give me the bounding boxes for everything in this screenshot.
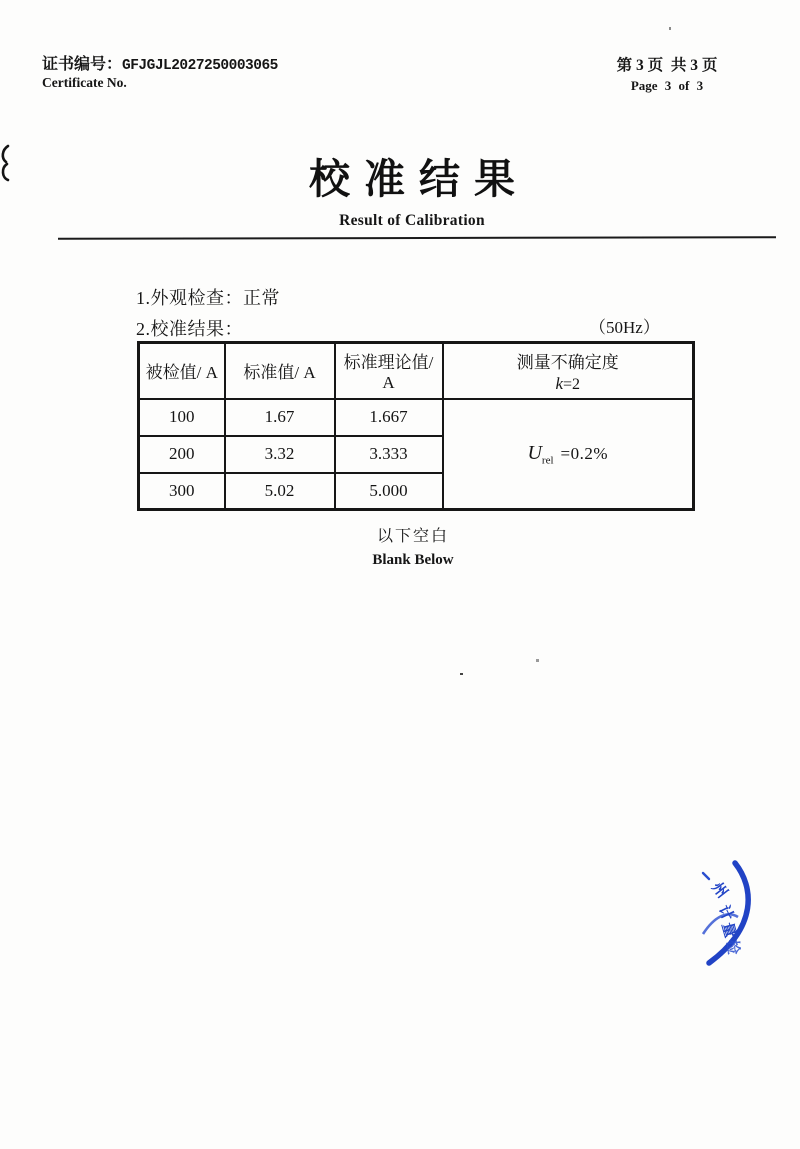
cell-standard: 3.32 [225, 436, 335, 473]
certificate-number-value: GFJGJL2027250003065 [122, 58, 278, 74]
scan-speck [460, 673, 463, 675]
cell-measured: 100 [139, 399, 225, 436]
col-header-uncertainty [443, 343, 694, 399]
cell-theoretical: 5.000 [335, 473, 443, 510]
page-number-zh: 第 3 页 共 3 页 [616, 57, 718, 74]
cell-measured: 300 [139, 473, 225, 510]
title-block [0, 146, 800, 230]
divider-line [58, 236, 776, 240]
certificate-number-block [42, 51, 278, 91]
scan-artifact-left-edge [0, 143, 10, 183]
u-symbol: U [527, 441, 542, 464]
u-value: =0.2% [560, 443, 609, 463]
seal-char: 量 [718, 920, 740, 940]
calibration-result-line: 2.校准结果： [136, 319, 243, 339]
coverage-factor: k=2 [555, 373, 581, 393]
col-header-standard-value: 标准值/ A [225, 343, 335, 399]
page-number-en: Page 3 of 3 [630, 78, 704, 93]
blank-below-en: Blank Below [372, 552, 454, 568]
uncertainty-value-cell [443, 399, 694, 510]
cell-theoretical: 3.333 [335, 436, 443, 473]
blank-below-note [0, 523, 800, 569]
appearance-check-line: 1.外观检查：正常 [136, 288, 280, 308]
page-subtitle: Result of Calibration [339, 212, 485, 229]
official-seal-fragment [660, 830, 800, 980]
certificate-number-label-zh: 证书编号： [42, 56, 123, 73]
table-header-row [139, 343, 694, 399]
col-header-standard-theoretical-value: 标准理论值/ A [335, 343, 443, 399]
page-title: 校准结果 [309, 155, 529, 203]
cell-theoretical: 1.667 [335, 399, 443, 436]
seal-stroke-fragment [703, 873, 709, 879]
calibration-results-table [137, 341, 695, 511]
scan-speck [669, 27, 671, 30]
col-header-measured-value: 被检值/ A [139, 343, 225, 399]
scan-speck [536, 659, 539, 662]
uncertainty-header-text: 测量不确定度 [516, 352, 619, 372]
table-row [139, 399, 694, 436]
blank-below-zh: 以下空白 [376, 528, 449, 545]
seal-char: 检 [723, 938, 743, 956]
cell-standard: 5.02 [225, 473, 335, 510]
certificate-number-label-en: Certificate No. [42, 75, 127, 90]
cell-measured: 200 [139, 436, 225, 473]
seal-char: 计 [714, 902, 738, 924]
cell-standard: 1.67 [225, 399, 335, 436]
frequency-note: （50Hz） [589, 318, 660, 337]
page-number-block [612, 53, 722, 94]
seal-char: 州 [708, 878, 732, 902]
u-subscript: rel [541, 453, 554, 466]
